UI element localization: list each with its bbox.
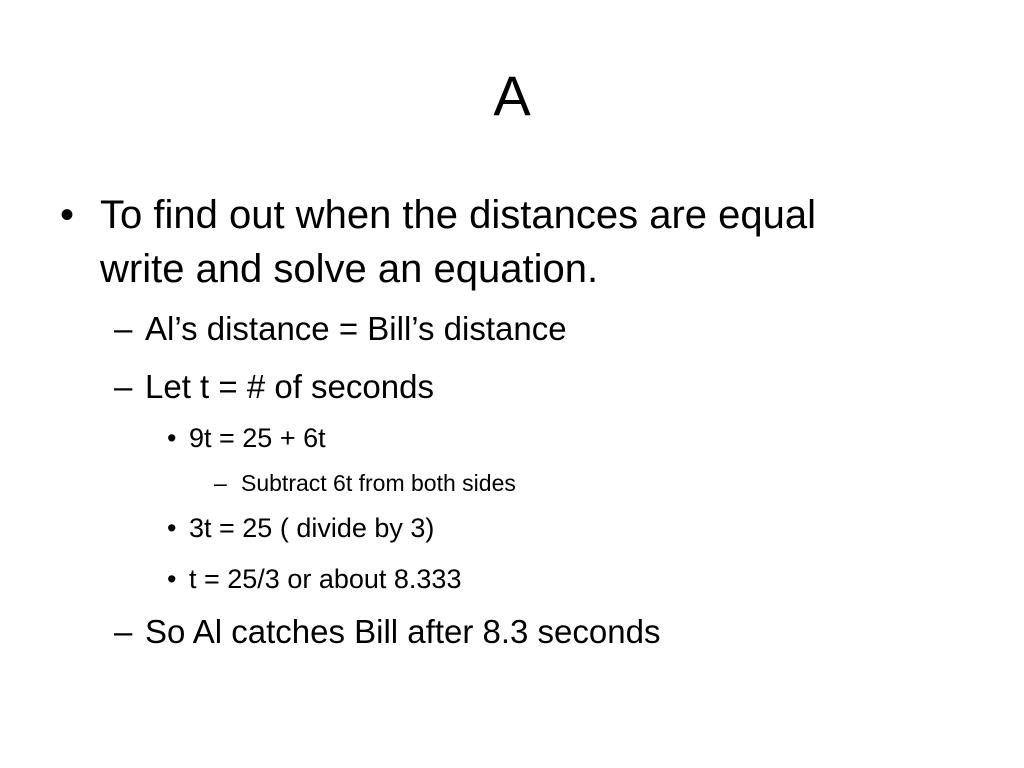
- slide-title: A: [493, 64, 531, 127]
- bullet-text-line-2: write and solve an equation.: [100, 247, 599, 291]
- small-bullet-icon: •: [167, 564, 177, 594]
- sub-item-text: So Al catches Bill after 8.3 seconds: [145, 613, 661, 650]
- bullet-item-intro: [60, 188, 960, 296]
- step-text: 9t = 25 + 6t: [189, 423, 326, 453]
- sub-item-text: Let t = # of seconds: [145, 368, 434, 405]
- bullet-text-line-1: To find out when the distances are equal: [100, 193, 817, 237]
- bullet-icon: •: [60, 193, 75, 237]
- small-dash-icon: –: [214, 470, 227, 496]
- dash-icon: –: [114, 613, 133, 650]
- dash-icon: –: [114, 368, 133, 405]
- step-text: 3t = 25 ( divide by 3): [189, 513, 435, 543]
- small-bullet-icon: •: [167, 513, 177, 543]
- dash-icon: –: [114, 310, 133, 347]
- small-bullet-icon: •: [167, 423, 177, 453]
- step-text: t = 25/3 or about 8.333: [189, 564, 462, 594]
- note-text: Subtract 6t from both sides: [241, 470, 516, 496]
- sub-item-text: Al’s distance = Bill’s distance: [145, 310, 567, 347]
